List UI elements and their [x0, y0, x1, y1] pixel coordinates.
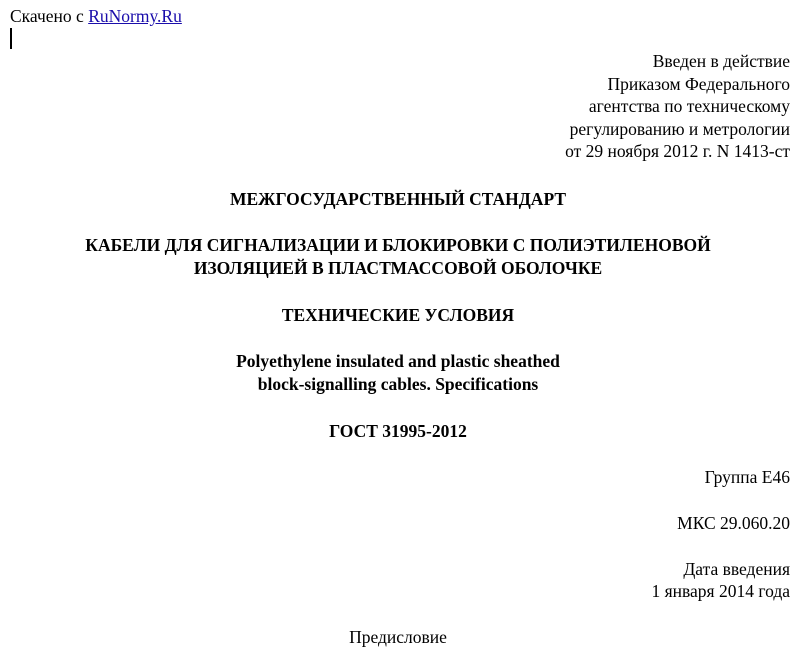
foreword-heading: Предисловие: [349, 627, 447, 647]
document-title-line-2: ИЗОЛЯЦИЕЙ В ПЛАСТМАССОВОЙ ОБОЛОЧКЕ: [193, 258, 603, 278]
standard-type-heading: МЕЖГОСУДАРСТВЕННЫЙ СТАНДАРТ: [229, 189, 567, 209]
mks-code: МКС 29.060.20: [677, 513, 790, 533]
english-title-line-1: Polyethylene insulated and plastic sheathed: [236, 351, 560, 371]
gost-number: ГОСТ 31995-2012: [329, 421, 467, 441]
enactment-line: регулированию и метрологии: [569, 118, 790, 139]
intro-date-value: 1 января 2014 года: [651, 581, 790, 601]
enactment-line: агентства по техническому: [588, 96, 790, 116]
document-subtitle: ТЕХНИЧЕСКИЕ УСЛОВИЯ: [281, 305, 515, 325]
intro-date-label: Дата введения: [683, 559, 790, 579]
enactment-block: [565, 50, 790, 163]
enactment-line: Приказом Федерального: [607, 73, 790, 94]
text-cursor: [10, 28, 12, 49]
group-code: Группа Е46: [704, 467, 790, 487]
source-link[interactable]: RuNormy.Ru: [88, 6, 182, 26]
enactment-line: Введен в действие: [652, 51, 790, 71]
document-title-line-1: КАБЕЛИ ДЛЯ СИГНАЛИЗАЦИИ И БЛОКИРОВКИ С ПОЛИЭТИЛЕНОВОЙ: [85, 235, 711, 255]
source-prefix: Скачено с: [10, 6, 89, 26]
english-title-line-2: block-signalling cables. Specifications: [257, 374, 539, 394]
source-line: [10, 5, 182, 27]
enactment-line: от 29 ноября 2012 г. N 1413-ст: [565, 141, 790, 161]
